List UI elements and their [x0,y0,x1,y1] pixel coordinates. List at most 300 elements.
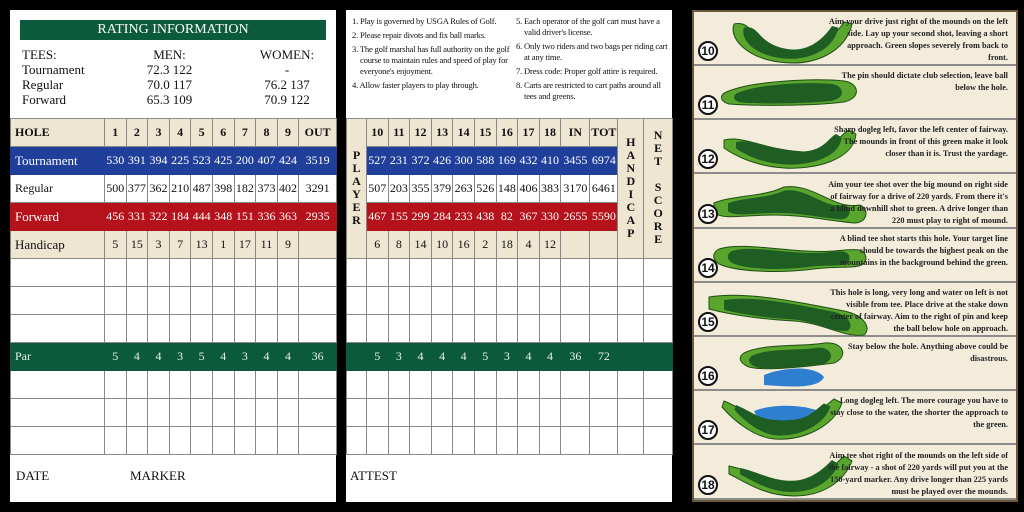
par-handicap [618,343,644,371]
score-cell[interactable] [388,259,410,287]
yardage: 432 [518,147,540,175]
tee-row-forward [11,203,337,231]
yardage: 425 [212,147,234,175]
par-player [347,343,367,371]
men-rating: 65.3 109 [146,92,193,107]
score-cell[interactable] [453,259,475,287]
hole-description: Aim your drive just right of the mounds on the left side. Lay up your second shot, leaving a short approach. Green slopes severely from back to front. [828,17,1008,62]
score-cell[interactable] [126,399,148,427]
hole-number: 14 [453,119,475,147]
score-cell[interactable] [234,399,256,427]
score-cell[interactable] [191,371,213,399]
tee-name: Tournament [22,62,85,77]
par-value: 3 [234,343,256,371]
score-cell[interactable] [256,287,278,315]
rating-row [22,92,337,107]
hole-number: 13 [431,119,453,147]
tee-row-regular [11,175,337,203]
score-row [347,315,673,343]
score-cell[interactable] [367,287,389,315]
score-cell[interactable] [347,287,367,315]
handicap-row [11,231,337,259]
hole-number: 3 [148,119,170,147]
score-cell[interactable] [496,371,518,399]
score-cell[interactable] [148,259,170,287]
handicap-value: 9 [277,231,299,259]
score-cell[interactable] [367,315,389,343]
men-rating: 72.3 122 [146,62,193,77]
score-cell[interactable] [474,315,496,343]
yardage: 406 [518,175,540,203]
score-cell[interactable] [234,315,256,343]
score-cell[interactable] [453,399,475,427]
hole-description: A blind tee shot starts this hole. Your target line should be towards the highest peak on the mountains in the background behind the green. [839,233,1008,267]
score-cell[interactable] [388,315,410,343]
out-label: OUT [299,119,337,147]
score-cell[interactable] [105,315,127,343]
score-cell[interactable] [618,399,644,427]
tees-header: TEES: [22,47,57,62]
score-cell[interactable] [474,427,496,455]
hole-label: HOLE [11,119,105,147]
men-rating: 70.0 117 [146,77,193,92]
score-cell[interactable] [105,399,127,427]
score-cell[interactable] [347,399,367,427]
score-cell[interactable] [453,427,475,455]
score-cell[interactable] [453,371,475,399]
handicap-value: 4 [518,231,540,259]
score-cell[interactable] [148,399,170,427]
score-cell[interactable] [644,287,673,315]
score-cell[interactable] [590,259,618,287]
par-value: 4 [277,343,299,371]
in-label: IN [561,119,590,147]
score-cell[interactable] [234,259,256,287]
score-row [347,399,673,427]
net-score-column [644,119,673,259]
score-cell[interactable] [388,371,410,399]
yardage: 155 [388,203,410,231]
score-cell[interactable] [539,399,561,427]
score-cell[interactable] [277,399,299,427]
score-cell[interactable] [234,427,256,455]
score-cell[interactable] [539,371,561,399]
yardage: 467 [367,203,389,231]
hole-number: 12 [410,119,432,147]
score-cell[interactable] [191,399,213,427]
score-cell[interactable] [299,399,337,427]
score-cell[interactable] [474,399,496,427]
handicap-value: 14 [410,231,432,259]
par-value: 4 [212,343,234,371]
score-cell[interactable] [299,315,337,343]
score-row [11,259,337,287]
score-cell[interactable] [126,371,148,399]
handicap-value: 7 [169,231,191,259]
score-row [347,427,673,455]
women-rating: - [284,62,290,77]
score-cell[interactable] [431,315,453,343]
score-cell[interactable] [474,371,496,399]
yardage: 402 [277,175,299,203]
score-cell[interactable] [347,259,367,287]
score-cell[interactable] [299,427,337,455]
marker-label: MARKER [130,468,186,483]
score-cell[interactable] [105,259,127,287]
rating-info [22,47,337,107]
score-cell[interactable] [277,259,299,287]
score-row [11,315,337,343]
score-cell[interactable] [212,287,234,315]
yardage: 373 [256,175,278,203]
score-cell[interactable] [431,427,453,455]
par-value: 4 [539,343,561,371]
net-score-label: NET SCORE [651,128,666,245]
score-cell[interactable] [191,427,213,455]
par-row [11,343,337,371]
score-row [11,371,337,399]
yardage: 203 [388,175,410,203]
score-cell[interactable] [11,371,105,399]
hole-number-badge: 12 [698,149,718,169]
par-label: Par [11,343,105,371]
score-cell[interactable] [367,399,389,427]
score-cell[interactable] [644,427,673,455]
hole-guide-item [694,120,1016,174]
score-cell[interactable] [410,259,432,287]
score-cell[interactable] [169,287,191,315]
handicap-column [618,119,644,259]
score-cell[interactable] [126,427,148,455]
out-total: 2935 [299,203,337,231]
score-cell[interactable] [347,315,367,343]
handicap-value: 12 [539,231,561,259]
score-cell[interactable] [474,287,496,315]
score-cell[interactable] [256,427,278,455]
score-cell[interactable] [367,427,389,455]
score-cell[interactable] [212,399,234,427]
score-cell[interactable] [191,287,213,315]
score-row [11,287,337,315]
score-cell[interactable] [644,399,673,427]
score-cell[interactable] [347,427,367,455]
tot-total: 6461 [590,175,618,203]
yardage: 355 [410,175,432,203]
yardage: 331 [126,203,148,231]
score-cell[interactable] [518,259,540,287]
hole-number: 1 [105,119,127,147]
attest-label: ATTEST [350,468,397,483]
score-cell[interactable] [212,315,234,343]
score-cell[interactable] [539,315,561,343]
handicap-tot [590,231,618,259]
score-cell[interactable] [496,259,518,287]
hole-description: The pin should dictate club selection, leave ball below the hole. [841,71,1008,93]
score-cell[interactable] [148,315,170,343]
hole-number-badge: 13 [698,204,718,224]
score-cell[interactable] [561,287,590,315]
score-cell[interactable] [518,315,540,343]
score-cell[interactable] [431,399,453,427]
score-cell[interactable] [453,315,475,343]
score-cell[interactable] [148,371,170,399]
rule-item: 6. Only two riders and two bags per riding cart at any time. [516,41,668,62]
score-cell[interactable] [191,259,213,287]
rule-item: 3. The golf marshal has full authority on the golf course to maintain rules and speed of play for everyone's enjoyment. [352,44,510,76]
par-value: 4 [256,343,278,371]
hole-guide-item [694,446,1016,500]
par-net [644,343,673,371]
back-nine-table [346,118,673,455]
score-cell[interactable] [496,287,518,315]
score-cell[interactable] [410,399,432,427]
score-cell[interactable] [169,259,191,287]
tot-total: 5590 [590,203,618,231]
player-label: PLAYER [349,147,364,226]
score-cell[interactable] [590,399,618,427]
score-cell[interactable] [169,427,191,455]
hole-guide-item [694,337,1016,391]
score-cell[interactable] [453,287,475,315]
score-cell[interactable] [474,259,496,287]
yardage: 372 [410,147,432,175]
score-cell[interactable] [191,315,213,343]
score-cell[interactable] [11,399,105,427]
hole-number: 6 [212,119,234,147]
score-cell[interactable] [644,315,673,343]
score-cell[interactable] [212,259,234,287]
score-cell[interactable] [618,315,644,343]
yardage: 391 [126,147,148,175]
score-cell[interactable] [212,427,234,455]
yardage: 410 [539,147,561,175]
score-cell[interactable] [277,287,299,315]
handicap-value: 18 [496,231,518,259]
score-cell[interactable] [561,315,590,343]
score-cell[interactable] [367,371,389,399]
yardage: 456 [105,203,127,231]
hole-description: Aim your tee shot over the big mound on right side of fairway for a drive of 220 yards. From there it's a blind downhill shot to green. A drive longer than 220 must play to right of mound. [828,179,1008,225]
score-cell[interactable] [256,315,278,343]
yardage: 184 [169,203,191,231]
rule-item: 2. Please repair divots and fix ball marks. [352,30,486,40]
in-total: 3455 [561,147,590,175]
yardage: 151 [234,203,256,231]
yardage: 426 [431,147,453,175]
score-cell[interactable] [105,287,127,315]
par-out: 36 [299,343,337,371]
score-cell[interactable] [105,371,127,399]
par-value: 5 [105,343,127,371]
handicap-value: 10 [431,231,453,259]
rule-item: 1. Play is governed by USGA Rules of Golf. [352,16,497,26]
score-cell[interactable] [299,259,337,287]
score-cell[interactable] [234,287,256,315]
yardage: 225 [169,147,191,175]
score-cell[interactable] [11,427,105,455]
hole-number-badge: 11 [698,95,718,115]
score-cell[interactable] [496,315,518,343]
score-cell[interactable] [105,427,127,455]
hole-number: 8 [256,119,278,147]
yardage: 299 [410,203,432,231]
score-cell[interactable] [410,371,432,399]
score-cell[interactable] [561,399,590,427]
yardage: 367 [518,203,540,231]
yardage: 523 [191,147,213,175]
score-cell[interactable] [518,371,540,399]
score-cell[interactable] [256,259,278,287]
score-cell[interactable] [431,259,453,287]
score-cell[interactable] [11,259,105,287]
women-rating: 70.9 122 [264,92,310,107]
yardage: 348 [212,203,234,231]
score-cell[interactable] [148,287,170,315]
score-cell[interactable] [431,287,453,315]
score-cell[interactable] [299,371,337,399]
tee-row-tournament [11,147,337,175]
hole-number: 18 [539,119,561,147]
par-value: 5 [191,343,213,371]
par-value: 3 [388,343,410,371]
score-cell[interactable] [590,315,618,343]
hole-number-badge: 10 [698,41,718,61]
hole-number: 11 [388,119,410,147]
yardage: 148 [496,175,518,203]
score-cell[interactable] [410,427,432,455]
par-in: 36 [561,343,590,371]
score-cell[interactable] [169,315,191,343]
rating-row [22,62,337,77]
handicap-value: 5 [105,231,127,259]
score-cell[interactable] [590,371,618,399]
score-cell[interactable] [618,371,644,399]
yardage: 82 [496,203,518,231]
score-row [347,371,673,399]
score-cell[interactable] [496,427,518,455]
score-cell[interactable] [277,427,299,455]
yardage: 322 [148,203,170,231]
score-cell[interactable] [126,315,148,343]
score-cell[interactable] [212,371,234,399]
tee-name: Regular [22,77,64,92]
handicap-column-label: HANDICAP [623,134,638,239]
hole-number: 9 [277,119,299,147]
yardage: 169 [496,147,518,175]
par-value: 3 [169,343,191,371]
score-cell[interactable] [590,287,618,315]
tee-name: Forward [22,92,67,107]
score-cell[interactable] [618,287,644,315]
score-cell[interactable] [11,287,105,315]
rule-item: 4. Allow faster players to play through. [352,80,479,90]
score-cell[interactable] [590,427,618,455]
handicap-out [299,231,337,259]
score-cell[interactable] [299,287,337,315]
score-cell[interactable] [496,399,518,427]
score-cell[interactable] [148,427,170,455]
score-cell[interactable] [518,427,540,455]
score-cell[interactable] [277,315,299,343]
score-row [347,259,673,287]
tee-label: Regular [11,175,105,203]
score-cell[interactable] [539,427,561,455]
score-cell[interactable] [431,371,453,399]
hole-guide-item [694,283,1016,337]
score-cell[interactable] [126,287,148,315]
par-value: 4 [518,343,540,371]
score-cell[interactable] [644,259,673,287]
score-cell[interactable] [561,371,590,399]
score-cell[interactable] [367,259,389,287]
score-row [11,427,337,455]
score-cell[interactable] [234,371,256,399]
score-cell[interactable] [256,399,278,427]
handicap-value: 15 [126,231,148,259]
handicap-value: 17 [234,231,256,259]
score-cell[interactable] [518,287,540,315]
player-column [347,119,367,259]
yardage: 182 [234,175,256,203]
score-row [347,287,673,315]
score-cell[interactable] [347,371,367,399]
yardage: 424 [277,147,299,175]
hole-number: 15 [474,119,496,147]
score-cell[interactable] [126,259,148,287]
yardage: 284 [431,203,453,231]
back-nine-card [346,10,672,502]
score-cell[interactable] [388,427,410,455]
hole-guide-item [694,175,1016,229]
yardage: 398 [212,175,234,203]
hole-number: 17 [518,119,540,147]
score-cell[interactable] [561,427,590,455]
handicap-value: 2 [474,231,496,259]
in-total: 3170 [561,175,590,203]
hole-number: 2 [126,119,148,147]
date-label: DATE [16,468,50,483]
score-cell[interactable] [169,371,191,399]
score-cell[interactable] [518,399,540,427]
score-cell[interactable] [11,315,105,343]
out-total: 3291 [299,175,337,203]
score-cell[interactable] [256,371,278,399]
yardage: 233 [453,203,475,231]
par-value: 5 [367,343,389,371]
score-cell[interactable] [410,315,432,343]
par-row [347,343,673,371]
score-cell[interactable] [539,259,561,287]
rule-item: 5. Each operator of the golf cart must have a valid driver's license. [516,16,660,37]
par-value: 3 [496,343,518,371]
yardage: 362 [148,175,170,203]
score-cell[interactable] [388,287,410,315]
score-cell[interactable] [618,427,644,455]
score-cell[interactable] [618,259,644,287]
hole-number: 16 [496,119,518,147]
score-cell[interactable] [539,287,561,315]
par-value: 4 [410,343,432,371]
score-cell[interactable] [561,259,590,287]
score-cell[interactable] [169,399,191,427]
score-cell[interactable] [277,371,299,399]
hole-number-badge: 16 [698,366,718,386]
score-cell[interactable] [644,371,673,399]
score-cell[interactable] [410,287,432,315]
score-cell[interactable] [388,399,410,427]
hole-description: Long dogleg left. The more courage you have to stay close to the water, the shorter the approach to the green. [830,396,1008,430]
handicap-value: 1 [212,231,234,259]
